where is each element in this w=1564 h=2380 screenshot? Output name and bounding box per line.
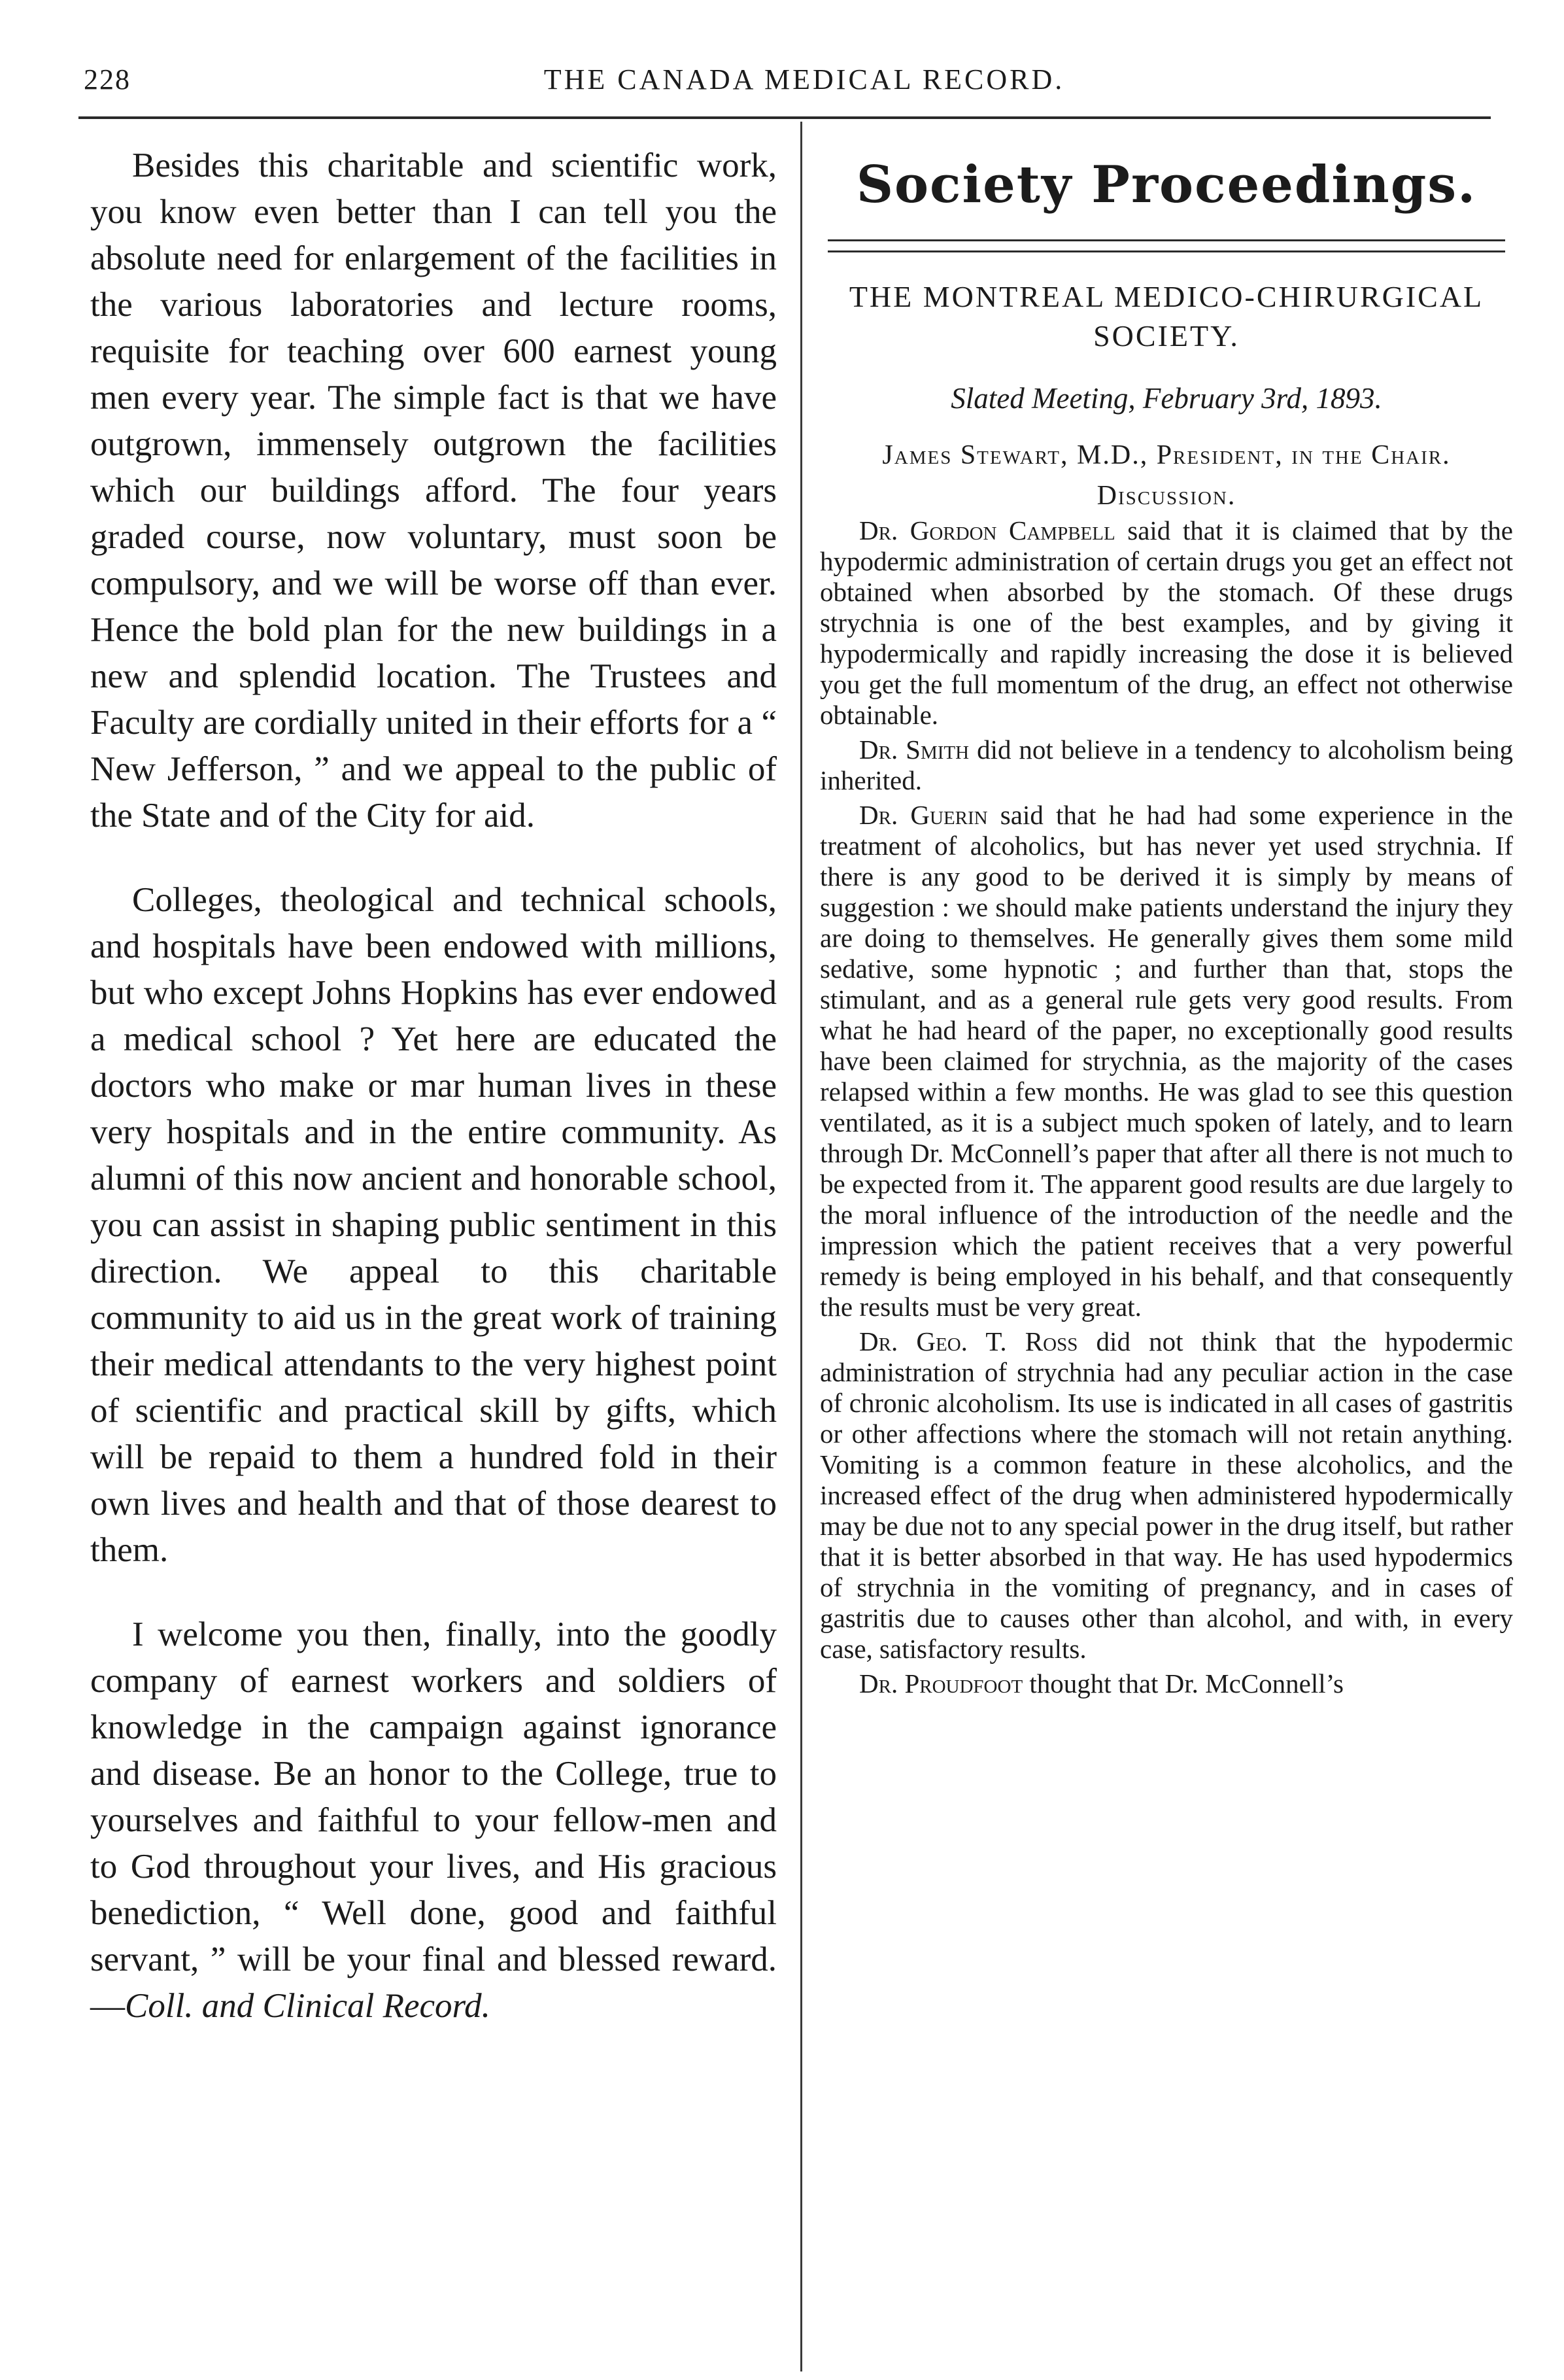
- speaker-name: Dr. Gordon Campbell: [859, 515, 1115, 545]
- entry-text: did not think that the hypodermic administration of strychnia had any peculiar action in the case of chronic alcoholism. Its use is indicated in all cases of gastritis or other affections where the stomach will not retain anything. Vomiting is a common feature in these alcoholics, and the increased effect of the drug when administered hypodermically may be due not to any special power in the drug itself, but rather that it is better absorbed in that way. He has used hypodermics of strychnia in the vomiting of pregnancy, and in cases of gastritis due to causes other than alcohol, and with, in every case, satisfactory results.: [820, 1326, 1513, 1664]
- heading-rule: [828, 239, 1505, 252]
- society-name: THE MONTREAL MEDICO-CHIRURGICAL SOCIETY.: [849, 280, 1484, 353]
- discussion-entry: [820, 1326, 1513, 1664]
- speaker-name: Dr. Smith: [859, 734, 970, 765]
- discussion-entry: [820, 1668, 1513, 1699]
- meeting-line: Slated Meeting, February 3rd, 1893.: [951, 382, 1382, 415]
- entry-text: said that it is claimed that by the hypodermic administration of certain drugs you get an effect not obtained when absorbed by the stomach. Of these drugs strychnia is one of the best examples, and by giving it hypodermically and rapidly increasing the dose it is believed you get the full momentum of the drug, an effect not otherwise obtainable.: [820, 515, 1513, 730]
- page-number: 228: [84, 63, 131, 95]
- paragraph: Besides this charitable and scientific work, you know even better than I can tell you the absolute need for enlargement of the facilities in the various laboratories and lecture rooms, requisite for teaching over 600 earnest young men every year. The simple fact is that we have outgrown, immensely outgrown the facilities which our buildings afford. The four years graded course, now voluntary, must soon be compulsory, and we will be worse off than ever. Hence the bold plan for the new buildings in a new and splendid location. The Trustees and Faculty are cordially united in their efforts for a “ New Jefferson, ” and we appeal to the public of the State and of the City for aid.: [90, 147, 777, 835]
- page-header: [78, 63, 1491, 115]
- speaker-name: Dr. Proudfoot: [859, 1668, 1023, 1699]
- section-heading: Society Proceedings.: [856, 155, 1477, 215]
- paragraph: Colleges, theological and technical schools, and hospitals have been endowed with millions, but who except Johns Hopkins has ever endowed a medical school ? Yet here are educated the doctors who make or mar human lives in these very hospitals and in the entire community. As alumni of this now ancient and honorable school, you can assist in shaping public sentiment in this direction. We appeal to this charitable community to aid us in the great work of training their medical attendants to the very highest point of scientific and practical skill by gifts, which will be repaid to them a hundred fold in their own lives and health and that of those dearest to them.: [90, 881, 777, 1569]
- speaker-name: Dr. Guerin: [859, 800, 988, 830]
- discussion-entry: [820, 515, 1513, 731]
- right-column: [820, 143, 1513, 1699]
- left-column: [90, 143, 777, 2029]
- entry-text: said that he had had some experience in the treatment of alcoholics, but has never yet used strychnia. If there is any good to be derived it is simply by means of suggestion : we should make patients understand the injury they are doing to themselves. He generally gives them some mild sedative, some hypnotic ; and further than that, stops the stimulant, and as a general rule gets very good results. From what he had heard of the paper, no exceptionally good results have been claimed for strychnia, as the majority of the cases relapsed within a few months. He was glad to see this question ventilated, as it is a subject much spoken of lately, and to learn through Dr. McConnell’s paper that after all there is not much to be expected from it. The apparent good results are due largely to the moral influence of the introduction of the needle and the impression which the patient receives that a very powerful remedy is being employed in his behalf, and that consequently the results must be very great.: [820, 800, 1513, 1322]
- header-rule: [78, 116, 1491, 119]
- paragraph-text: I welcome you then, finally, into the goodly company of earnest workers and soldiers of knowledge in the campaign against ignorance and disease. Be an honor to the College, true to yourselves and faithful to your fellow-men and to God throughout your lives, and His gracious benediction, “ Well done, good and faithful servant, ” will be your final and blessed reward.—: [90, 1615, 777, 2025]
- discussion-entry: [820, 800, 1513, 1322]
- discussion-heading: Discussion.: [1096, 481, 1236, 511]
- entry-text: thought that Dr. McConnell’s: [1023, 1668, 1344, 1699]
- entry-text: did not believe in a tendency to alcoholism being inherited.: [820, 734, 1513, 795]
- speaker-name: Dr. Geo. T. Ross: [859, 1326, 1078, 1356]
- running-title: THE CANADA MEDICAL RECORD.: [543, 63, 1065, 95]
- chair-line: James Stewart, M.D., President, in the Chair.: [882, 440, 1451, 470]
- citation: Coll. and Clinical Record.: [125, 1987, 490, 2025]
- paragraph: [90, 1612, 777, 2029]
- column-divider: [800, 122, 802, 2371]
- discussion-entry: [820, 734, 1513, 796]
